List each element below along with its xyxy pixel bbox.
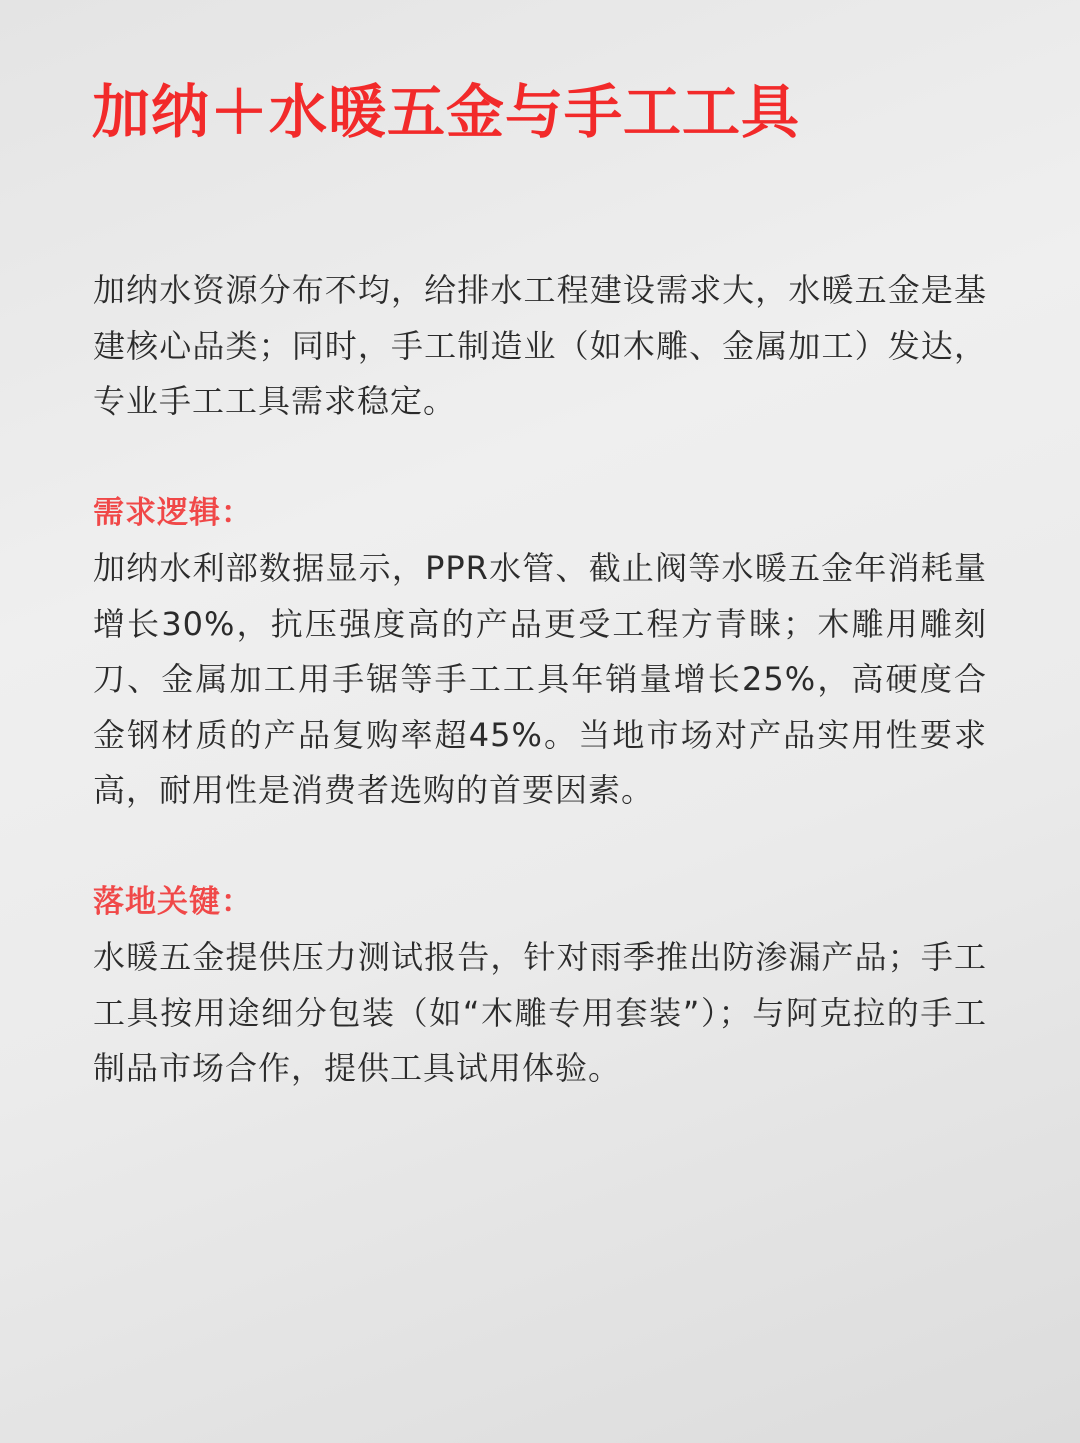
- intro-paragraph: 加纳水资源分布不均，给排水工程建设需求大，水暖五金是基建核心品类；同时，手工制造业（如木雕、金属加工）发达，专业手工工具需求稳定。: [93, 271, 987, 420]
- demand-logic-heading: 需求逻辑：: [93, 495, 253, 531]
- landing-keys-heading: 落地关键：: [93, 884, 253, 920]
- landing-keys-paragraph: 水暖五金提供压力测试报告，针对雨季推出防渗漏产品；手工工具按用途细分包装（如“木雕专用套装”）；与阿克拉的手工制品市场合作，提供工具试用体验。: [93, 938, 987, 1087]
- demand-logic-paragraph: 加纳水利部数据显示，PPR水管、截止阀等水暖五金年消耗量增长30%，抗压强度高的产品更受工程方青睐；木雕用雕刻刀、金属加工用手锯等手工工具年销量增长25%，高硬度合金钢材质的产品复购率超45%。当地市场对产品实用性要求高，耐用性是消费者选购的首要因素。: [93, 549, 987, 809]
- page-title: 加纳＋水暖五金与手工工具: [92, 78, 801, 146]
